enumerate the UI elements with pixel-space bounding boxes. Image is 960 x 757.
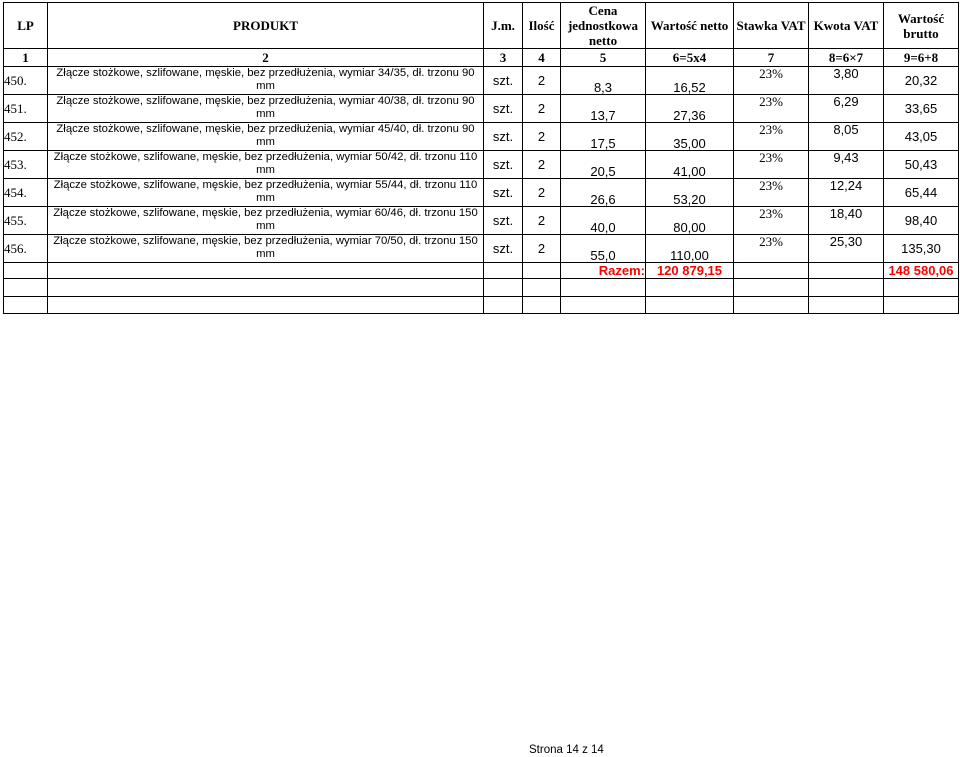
vat-rate: 23%	[759, 150, 783, 165]
vat-rate: 23%	[759, 206, 783, 221]
empty-cell	[809, 297, 884, 314]
header-vat-rate: Stawka VAT	[734, 3, 809, 49]
header-row	[4, 3, 959, 49]
blank-row	[4, 279, 959, 297]
gross-value-cell	[884, 207, 959, 235]
column-number: 3	[484, 49, 523, 67]
product-name: Złącze stożkowe, szlifowane, męskie, bez przedłużenia, wymiar 34/35, dł. trzonu 90 mm	[56, 67, 475, 92]
column-number: 6=5x4	[646, 49, 734, 67]
unit-price-net: 13,7	[590, 108, 616, 123]
unit-price-net-cell	[561, 95, 646, 123]
unit-of-measure: szt.	[492, 240, 514, 256]
totals-gross-cell	[884, 263, 959, 279]
product-name-cell	[48, 123, 484, 151]
quantity: 2	[537, 184, 546, 200]
unit-price-net: 26,6	[590, 192, 616, 207]
unit-of-measure-cell	[484, 123, 523, 151]
empty-cell	[809, 279, 884, 297]
quantity-cell	[523, 179, 561, 207]
header-unit-price: Cena jednostkowa netto	[561, 3, 646, 49]
vat-amount-cell	[809, 179, 884, 207]
quantity-cell	[523, 235, 561, 263]
product-name-cell	[48, 179, 484, 207]
unit-of-measure: szt.	[492, 184, 514, 200]
header-product: PRODUKT	[48, 3, 484, 49]
vat-amount: 25,30	[829, 234, 863, 249]
empty-cell	[523, 263, 561, 279]
product-name-cell	[48, 95, 484, 123]
row-number: 450.	[4, 72, 27, 88]
unit-price-net-cell	[561, 123, 646, 151]
vat-amount: 3,80	[833, 66, 859, 81]
table-row	[4, 179, 959, 207]
net-value: 41,00	[673, 164, 706, 179]
vat-rate-cell	[734, 151, 809, 179]
quantity: 2	[537, 128, 546, 144]
totals-gross-value: 148 580,06	[888, 262, 954, 278]
header-net-value: Wartość netto	[646, 3, 734, 49]
vat-rate-cell	[734, 179, 809, 207]
row-number-cell	[4, 179, 48, 207]
unit-price-net-cell	[561, 67, 646, 95]
header-lp: LP	[4, 3, 48, 49]
gross-value-cell	[884, 95, 959, 123]
gross-value: 33,65	[904, 100, 938, 116]
totals-label-cell	[561, 263, 646, 279]
column-number: 9=6+8	[884, 49, 959, 67]
quantity-cell	[523, 207, 561, 235]
table-row	[4, 207, 959, 235]
empty-cell	[734, 279, 809, 297]
gross-value: 98,40	[904, 212, 938, 228]
gross-value-cell	[884, 67, 959, 95]
empty-cell	[884, 279, 959, 297]
unit-of-measure: szt.	[492, 128, 514, 144]
table-summary	[4, 263, 959, 314]
vat-rate-cell	[734, 207, 809, 235]
empty-cell	[4, 279, 48, 297]
vat-rate: 23%	[759, 66, 783, 81]
header-qty: Ilość	[523, 3, 561, 49]
unit-of-measure: szt.	[492, 100, 514, 116]
vat-rate-cell	[734, 235, 809, 263]
quantity: 2	[537, 100, 546, 116]
quantity: 2	[537, 212, 546, 228]
vat-amount-cell	[809, 67, 884, 95]
product-name: Złącze stożkowe, szlifowane, męskie, bez przedłużenia, wymiar 50/42, dł. trzonu 110 mm	[53, 151, 478, 176]
quantity: 2	[537, 156, 546, 172]
unit-of-measure-cell	[484, 179, 523, 207]
quantity-cell	[523, 123, 561, 151]
quantity: 2	[537, 240, 546, 256]
product-name-cell	[48, 207, 484, 235]
vat-amount-cell	[809, 207, 884, 235]
product-name-cell	[48, 151, 484, 179]
net-value-cell	[646, 207, 734, 235]
totals-net-value: 120 879,15	[656, 262, 723, 278]
net-value-cell	[646, 123, 734, 151]
row-number-cell	[4, 235, 48, 263]
gross-value: 135,30	[901, 240, 941, 256]
quantity-cell	[523, 95, 561, 123]
vat-amount: 18,40	[829, 206, 863, 221]
column-number: 7	[734, 49, 809, 67]
product-name: Złącze stożkowe, szlifowane, męskie, bez przedłużenia, wymiar 45/40, dł. trzonu 90 mm	[56, 123, 475, 148]
row-number: 453.	[4, 156, 27, 172]
empty-cell	[646, 297, 734, 314]
column-number-row	[4, 49, 959, 67]
empty-cell	[561, 297, 646, 314]
row-number: 456.	[4, 240, 27, 256]
column-number: 8=6×7	[809, 49, 884, 67]
vat-amount: 8,05	[833, 122, 859, 137]
unit-of-measure-cell	[484, 151, 523, 179]
empty-cell	[884, 297, 959, 314]
net-value: 27,36	[673, 108, 706, 123]
empty-cell	[48, 297, 484, 314]
vat-amount-cell	[809, 95, 884, 123]
gross-value: 20,32	[904, 72, 938, 88]
unit-of-measure: szt.	[492, 212, 514, 228]
vat-amount-cell	[809, 235, 884, 263]
net-value-cell	[646, 67, 734, 95]
blank-row	[4, 297, 959, 314]
vat-amount: 6,29	[833, 94, 859, 109]
row-number-cell	[4, 67, 48, 95]
unit-price-net: 40,0	[590, 220, 616, 235]
empty-cell	[734, 297, 809, 314]
table-row	[4, 123, 959, 151]
row-number: 452.	[4, 128, 27, 144]
unit-of-measure: szt.	[492, 72, 514, 88]
vat-amount-cell	[809, 123, 884, 151]
product-name: Złącze stożkowe, szlifowane, męskie, bez przedłużenia, wymiar 70/50, dł. trzonu 150 mm	[53, 235, 478, 260]
unit-price-net-cell	[561, 179, 646, 207]
net-value: 35,00	[673, 136, 706, 151]
totals-net-cell	[646, 263, 734, 279]
net-value: 80,00	[673, 220, 706, 235]
header-unit: J.m.	[484, 3, 523, 49]
page-number: Strona 14 z 14	[529, 744, 604, 756]
row-number-cell	[4, 151, 48, 179]
table-row	[4, 67, 959, 95]
table-body	[4, 67, 959, 263]
unit-price-net: 20,5	[590, 164, 616, 179]
table-row	[4, 151, 959, 179]
empty-cell	[523, 297, 561, 314]
table-row	[4, 95, 959, 123]
header-vat-amount: Kwota VAT	[809, 3, 884, 49]
empty-cell	[734, 263, 809, 279]
net-value-cell	[646, 235, 734, 263]
table-row	[4, 235, 959, 263]
table-header	[4, 3, 959, 67]
totals-row	[4, 263, 959, 279]
gross-value: 65,44	[904, 184, 938, 200]
gross-value-cell	[884, 151, 959, 179]
gross-value: 43,05	[904, 128, 938, 144]
column-number: 2	[48, 49, 484, 67]
empty-cell	[4, 263, 48, 279]
vat-amount: 12,24	[829, 178, 863, 193]
vat-rate: 23%	[759, 122, 783, 137]
column-number: 4	[523, 49, 561, 67]
net-value-cell	[646, 151, 734, 179]
empty-cell	[484, 297, 523, 314]
row-number: 451.	[4, 100, 27, 116]
unit-price-net-cell	[561, 151, 646, 179]
vat-rate-cell	[734, 67, 809, 95]
empty-cell	[484, 279, 523, 297]
quantity: 2	[537, 72, 546, 88]
invoice-items-table	[3, 2, 959, 314]
empty-cell	[646, 279, 734, 297]
net-value: 16,52	[673, 80, 706, 95]
vat-rate-cell	[734, 123, 809, 151]
empty-cell	[561, 279, 646, 297]
empty-cell	[523, 279, 561, 297]
product-name-cell	[48, 235, 484, 263]
column-number: 5	[561, 49, 646, 67]
row-number-cell	[4, 123, 48, 151]
empty-cell	[484, 263, 523, 279]
row-number-cell	[4, 207, 48, 235]
gross-value: 50,43	[904, 156, 938, 172]
header-gross-value: Wartość brutto	[884, 3, 959, 49]
quantity-cell	[523, 67, 561, 95]
product-name: Złącze stożkowe, szlifowane, męskie, bez przedłużenia, wymiar 40/38, dł. trzonu 90 mm	[56, 95, 475, 120]
gross-value-cell	[884, 235, 959, 263]
empty-cell	[48, 263, 484, 279]
column-number: 1	[4, 49, 48, 67]
vat-amount: 9,43	[833, 150, 859, 165]
net-value-cell	[646, 179, 734, 207]
unit-price-net: 55,0	[590, 248, 616, 263]
product-name: Złącze stożkowe, szlifowane, męskie, bez przedłużenia, wymiar 60/46, dł. trzonu 150 mm	[53, 207, 478, 232]
vat-amount-cell	[809, 151, 884, 179]
net-value-cell	[646, 95, 734, 123]
unit-price-net-cell	[561, 235, 646, 263]
net-value: 53,20	[673, 192, 706, 207]
row-number: 455.	[4, 212, 27, 228]
product-name-cell	[48, 67, 484, 95]
unit-of-measure-cell	[484, 95, 523, 123]
unit-price-net: 8,3	[593, 80, 613, 95]
unit-of-measure-cell	[484, 207, 523, 235]
vat-rate: 23%	[759, 94, 783, 109]
row-number-cell	[4, 95, 48, 123]
unit-of-measure-cell	[484, 235, 523, 263]
totals-label: Razem:	[598, 262, 645, 278]
unit-price-net: 17,5	[590, 136, 616, 151]
empty-cell	[809, 263, 884, 279]
unit-price-net-cell	[561, 207, 646, 235]
quantity-cell	[523, 151, 561, 179]
unit-of-measure: szt.	[492, 156, 514, 172]
vat-rate: 23%	[759, 234, 783, 249]
empty-cell	[4, 297, 48, 314]
net-value: 110,00	[670, 248, 709, 263]
vat-rate: 23%	[759, 178, 783, 193]
gross-value-cell	[884, 179, 959, 207]
row-number: 454.	[4, 184, 27, 200]
vat-rate-cell	[734, 95, 809, 123]
product-name: Złącze stożkowe, szlifowane, męskie, bez przedłużenia, wymiar 55/44, dł. trzonu 110 mm	[53, 179, 478, 204]
empty-cell	[48, 279, 484, 297]
gross-value-cell	[884, 123, 959, 151]
unit-of-measure-cell	[484, 67, 523, 95]
